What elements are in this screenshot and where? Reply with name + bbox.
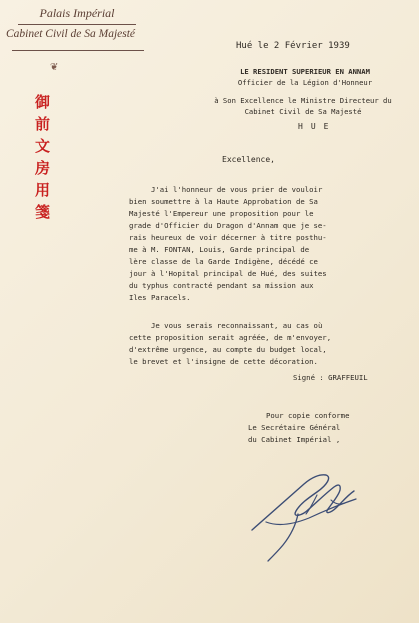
paragraph-2-line: cette proposition serait agréée, de m'envoyer, (129, 333, 332, 342)
chinese-vertical-caption: 御前文房用箋 (33, 94, 51, 226)
paragraph-1-line: rais heureux de voir décerner à titre posthu- (129, 233, 327, 242)
paragraph-1-line: bien soumettre à la Haute Approbation de Sa (129, 197, 318, 206)
city: HUE (298, 122, 337, 131)
letterhead (6, 6, 148, 40)
ornament-icon: ❦ (50, 62, 59, 73)
sender-block (210, 66, 400, 88)
letterhead-title: Palais Impérial (39, 6, 115, 20)
recipient-line-2: Cabinet Civil de Sa Majesté (244, 107, 362, 116)
copy-line: Pour copie conforme (266, 411, 350, 420)
paragraph-1-line: Iles Paracels. (129, 293, 191, 302)
letterhead-rule-bottom (12, 50, 144, 51)
paragraph-1 (129, 184, 399, 304)
paragraph-1-line: Majesté l'Empereur une proposition pour le (129, 209, 314, 218)
paragraph-2 (129, 320, 399, 368)
paragraph-1-line: jour à l'Hopital principal de Hué, des suites (129, 269, 327, 278)
paragraph-2-line: Je vous serais reconnaissant, au cas où (151, 321, 323, 330)
paragraph-1-line: lère classe de la Garde Indigène, décédé ce (129, 257, 318, 266)
paragraph-1-line: grade d'Officier du Dragon d'Annam que je se- (129, 221, 327, 230)
copy-conform-block (248, 410, 418, 446)
paragraph-1-line: me à M. FONTAN, Louis, Garde principal de (129, 245, 310, 254)
paragraph-2-line: le brevet et l'insigne de cette décoration. (129, 357, 318, 366)
letterhead-rule-top (18, 24, 136, 25)
handwritten-signature (244, 464, 374, 574)
letter-date: Hué le 2 Février 1939 (236, 41, 350, 51)
paragraph-2-line: d'extrême urgence, au compte du budget local, (129, 345, 327, 354)
letterhead-subtitle: Cabinet Civil de Sa Majesté (6, 28, 136, 40)
sender-subtitle: Officier de la Légion d'Honneur (237, 78, 373, 87)
copy-line: du Cabinet Impérial , (248, 435, 341, 444)
paragraph-1-line: du typhus contracté pendant sa mission aux (129, 281, 314, 290)
copy-line: Le Secrétaire Général (248, 423, 341, 432)
signed-line: Signé : GRAFFEUIL (293, 373, 368, 382)
recipient-block (198, 95, 408, 117)
salutation: Excellence, (222, 155, 275, 164)
sender-title: LE RESIDENT SUPERIEUR EN ANNAM (240, 67, 370, 76)
recipient-line-1: à Son Excellence le Ministre Directeur du (214, 96, 392, 105)
paragraph-1-line: J'ai l'honneur de vous prier de vouloir (151, 185, 323, 194)
